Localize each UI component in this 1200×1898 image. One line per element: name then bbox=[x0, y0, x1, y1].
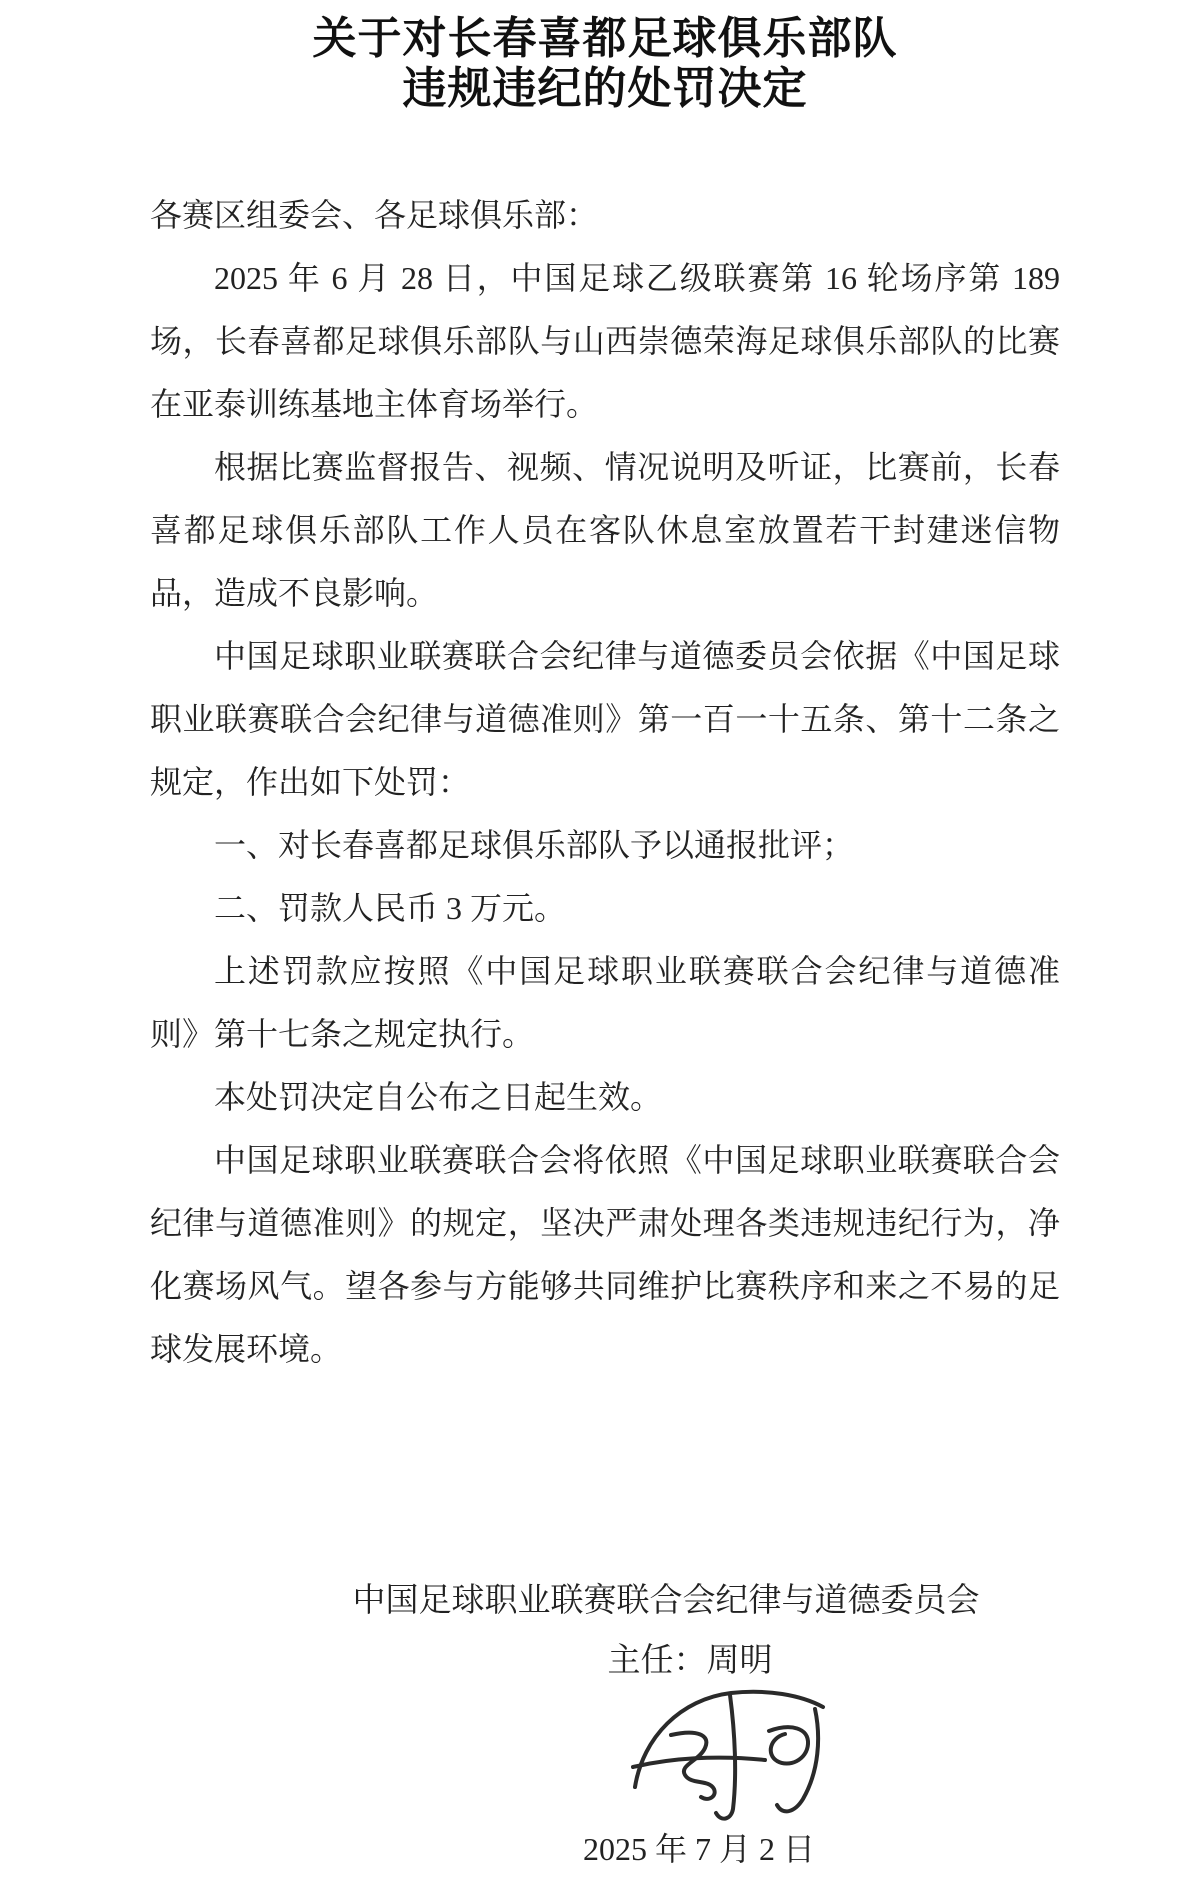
penalty-item-1: 一、对长春喜都足球俱乐部队予以通报批评； bbox=[214, 827, 855, 863]
body-paragraph-6: 中国足球职业联赛联合会将依照《中国足球职业联赛联合会纪律与道德准则》的规定，坚决严肃处理各类违规违纪行为，净化赛场风气。望各参与方能够共同维护比赛秩序和来之不易的足球发展环境。 bbox=[150, 1142, 1060, 1367]
document-title-line1: 关于对长春喜都足球俱乐部队 bbox=[312, 14, 898, 63]
body-paragraph-1: 2025 年 6 月 28 日，中国足球乙级联赛第 16 轮场序第 189 场，长春喜都足球俱乐部队与山西崇德荣海足球俱乐部队的比赛在亚泰训练基地主体育场举行。 bbox=[150, 260, 1060, 422]
body-paragraph-5: 本处罚决定自公布之日起生效。 bbox=[214, 1079, 663, 1115]
signoff-block bbox=[150, 1571, 1060, 1879]
salutation: 各赛区组委会、各足球俱乐部： bbox=[150, 197, 599, 233]
body-paragraph-2: 根据比赛监督报告、视频、情况说明及听证，比赛前，长春喜都足球俱乐部队工作人员在客队休息室放置若干封建迷信物品，造成不良影响。 bbox=[150, 449, 1060, 611]
body-paragraph-4: 上述罚款应按照《中国足球职业联赛联合会纪律与道德准则》第十七条之规定执行。 bbox=[150, 953, 1060, 1052]
signoff-signer-title: 主任：周明 bbox=[607, 1643, 773, 1679]
document-body bbox=[150, 184, 1060, 1381]
penalty-item-2: 二、罚款人民币 3 万元。 bbox=[214, 890, 567, 926]
document-title-line2: 违规违纪的处罚决定 bbox=[402, 64, 808, 113]
signoff-organization: 中国足球职业联赛联合会纪律与道德委员会 bbox=[352, 1583, 980, 1619]
document-title bbox=[150, 14, 1060, 114]
signoff-date: 2025 年 7 月 2 日 bbox=[582, 1831, 815, 1867]
body-paragraph-3: 中国足球职业联赛联合会纪律与道德委员会依据《中国足球职业联赛联合会纪律与道德准则》第一百一十五条、第十二条之规定，作出如下处罚： bbox=[150, 638, 1060, 800]
signature-image bbox=[273, 1675, 1183, 1821]
